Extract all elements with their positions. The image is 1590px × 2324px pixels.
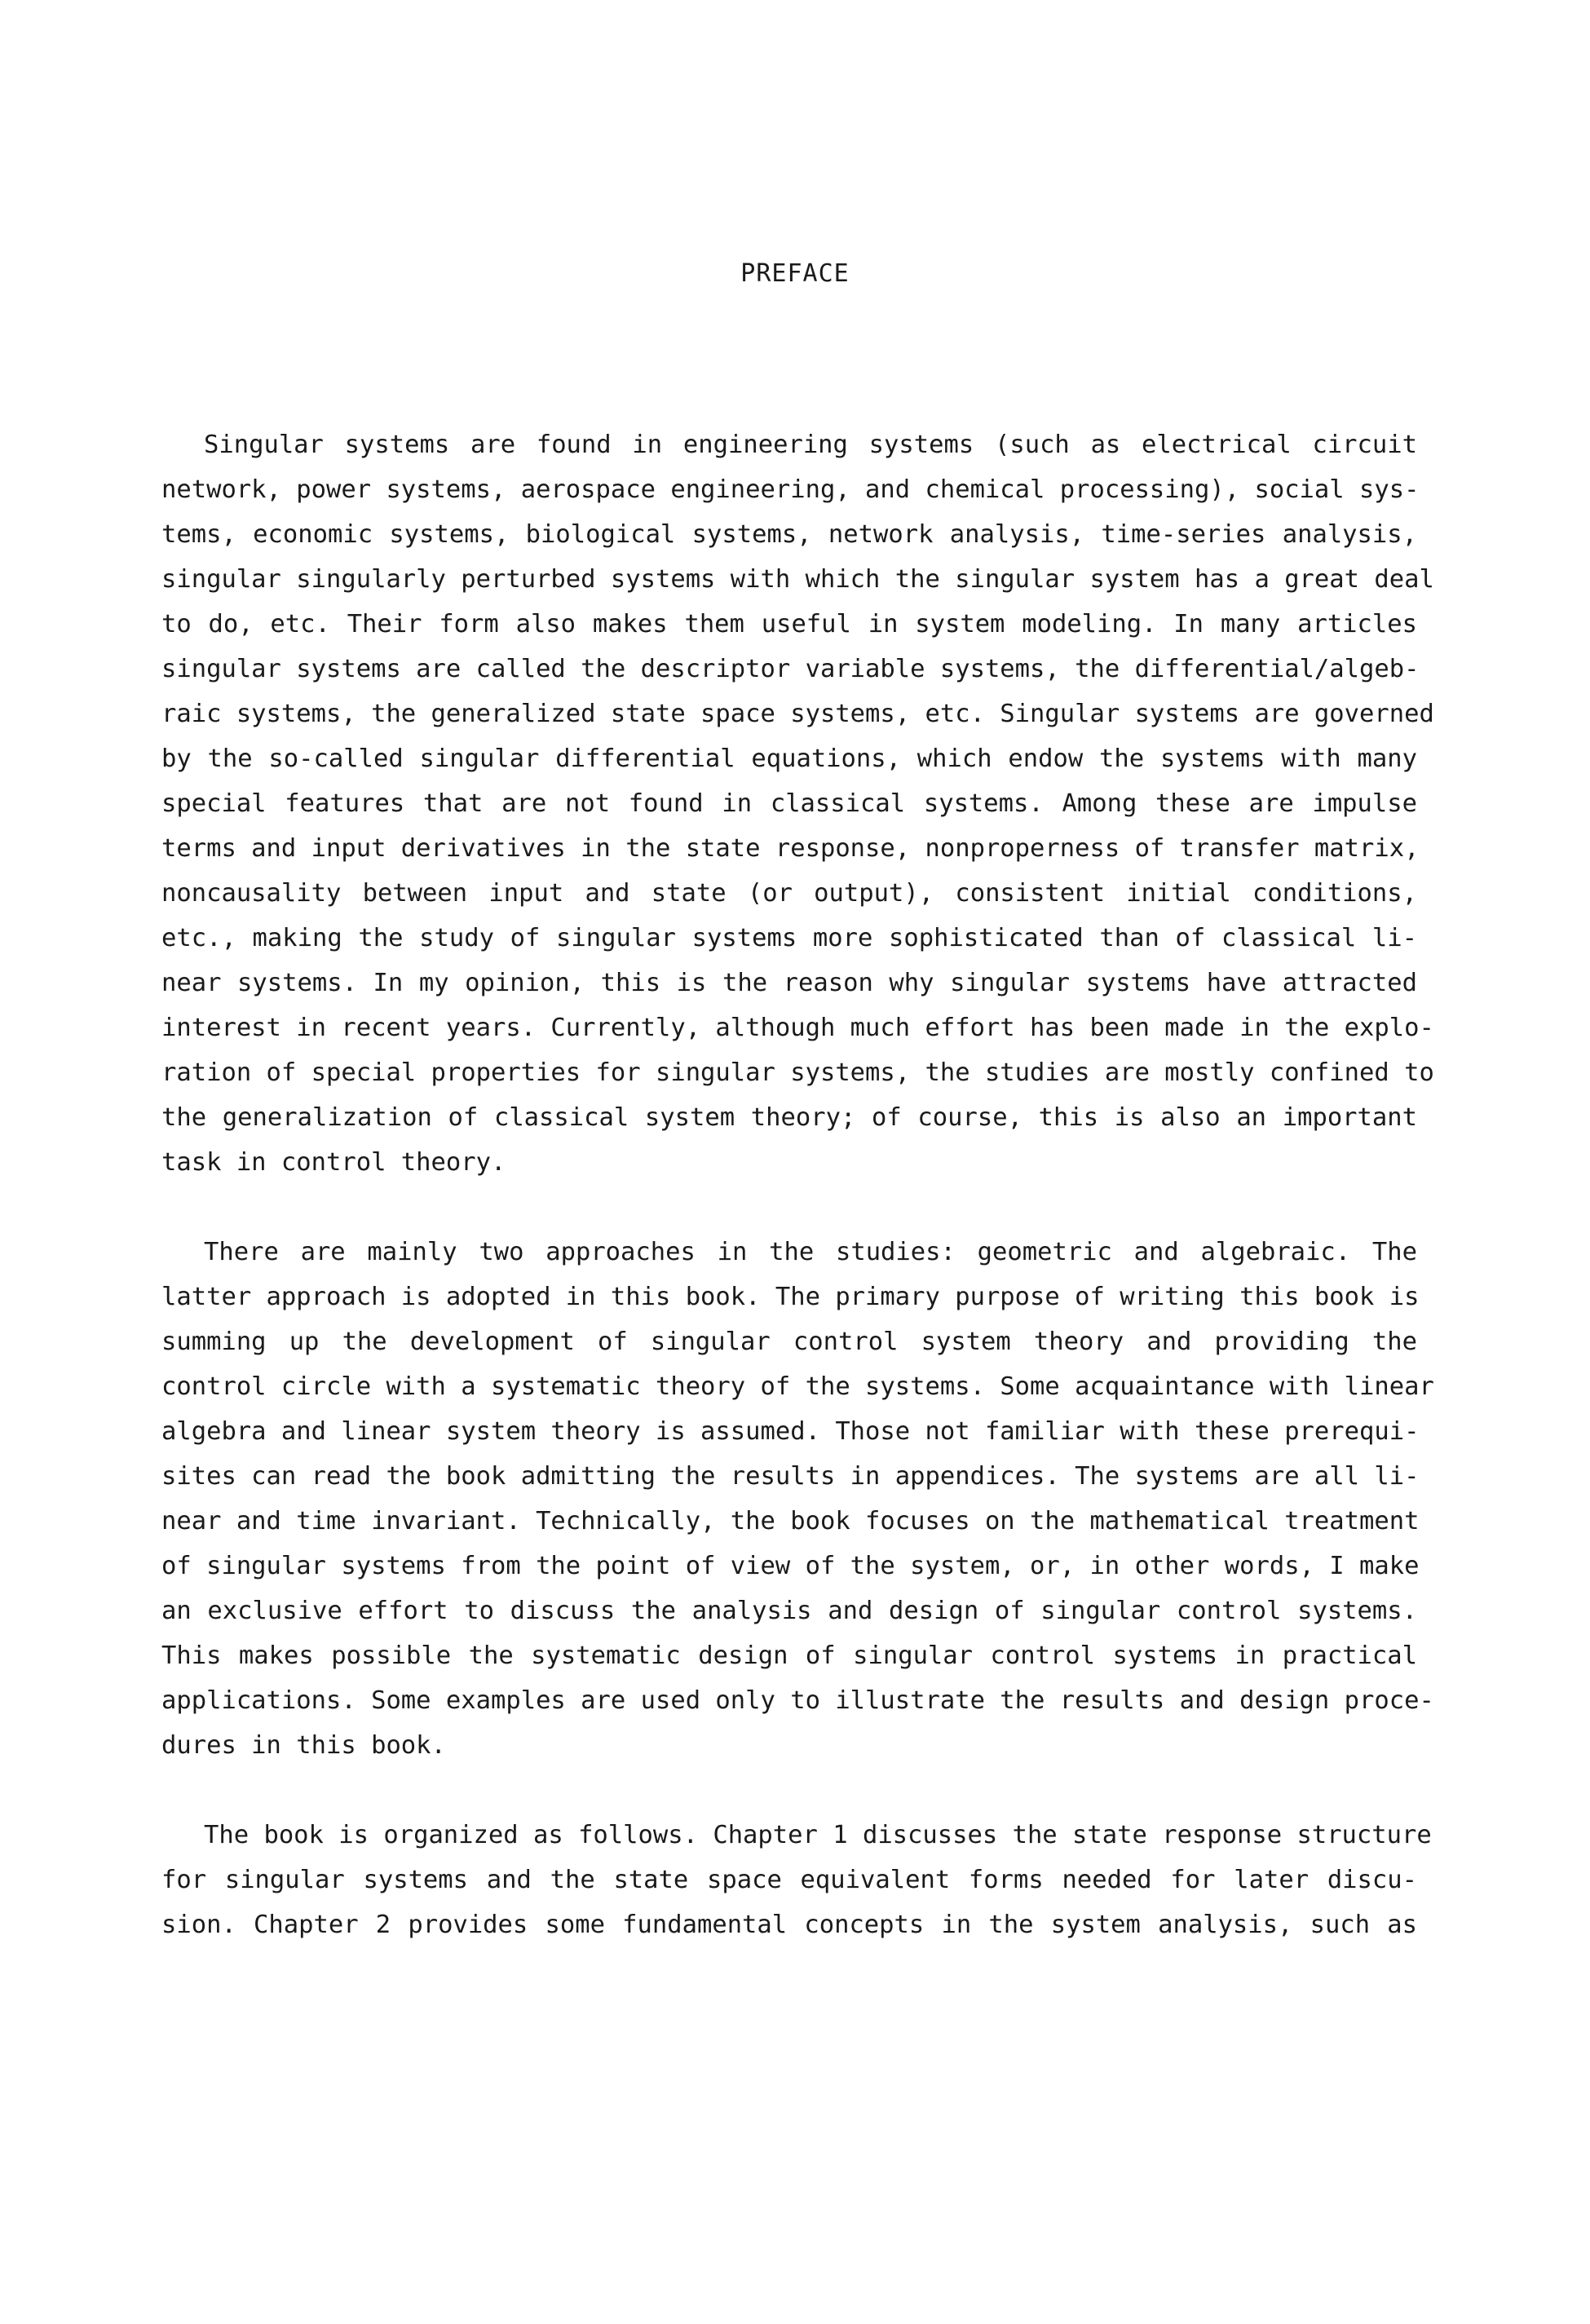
text-line: the generalization of classical system theory; of course, this is also an important <box>161 1103 1417 1132</box>
text-line: raic systems, the generalized state space systems, etc. Singular systems are governed <box>161 700 1434 728</box>
text-line: Singular systems are found in engineering systems (such as electrical circuit <box>204 431 1417 459</box>
text-line: algebra and linear system theory is assumed. Those not familiar with these prerequi- <box>161 1417 1420 1446</box>
text-line: summing up the development of singular control system theory and providing the <box>161 1328 1417 1356</box>
text-line: network, power systems, aerospace engineering, and chemical processing), social sys- <box>161 475 1420 504</box>
text-line: tems, economic systems, biological systems, network analysis, time-series analysis, <box>161 520 1417 549</box>
text-line: special features that are not found in classical systems. Among these are impulse <box>161 789 1417 818</box>
page-title: PREFACE <box>740 259 850 288</box>
paragraph-3 <box>161 1813 1432 1947</box>
text-line: latter approach is adopted in this book. The primary purpose of writing this book is <box>161 1283 1420 1311</box>
text-line: terms and input derivatives in the state response, nonproperness of transfer matrix, <box>161 834 1420 863</box>
text-line: singular singularly perturbed systems with which the singular system has a great deal <box>161 565 1434 594</box>
text-line: an exclusive effort to discuss the analysis and design of singular control systems. <box>161 1597 1417 1625</box>
text-line: near and time invariant. Technically, the book focuses on the mathematical treatment <box>161 1507 1420 1535</box>
preface-body <box>161 422 1434 1992</box>
text-line: dures in this book. <box>161 1731 446 1760</box>
text-line: sites can read the book admitting the results in appendices. The systems are all li- <box>161 1462 1420 1491</box>
text-line: This makes possible the systematic design of singular control systems in practical <box>161 1641 1417 1670</box>
text-line: for singular systems and the state space equivalent forms needed for later discu- <box>161 1866 1417 1894</box>
text-line: control circle with a systematic theory of the systems. Some acquaintance with linear <box>161 1372 1434 1401</box>
text-line: There are mainly two approaches in the studies: geometric and algebraic. The <box>204 1238 1417 1266</box>
text-line: sion. Chapter 2 provides some fundamental concepts in the system analysis, such as <box>161 1911 1417 1939</box>
text-line: to do, etc. Their form also makes them useful in system modeling. In many articles <box>161 610 1417 638</box>
text-line: task in control theory. <box>161 1148 506 1177</box>
text-line: singular systems are called the descriptor variable systems, the differential/algeb- <box>161 655 1420 683</box>
paragraph-2 <box>161 1230 1434 1768</box>
text-line: near systems. In my opinion, this is the reason why singular systems have attracted <box>161 969 1417 997</box>
text-line: ration of special properties for singular systems, the studies are mostly confined to <box>161 1058 1434 1087</box>
text-line: etc., making the study of singular systems more sophisticated than of classical li- <box>161 924 1417 952</box>
text-line: applications. Some examples are used only to illustrate the results and design proce- <box>161 1686 1434 1715</box>
text-line: The book is organized as follows. Chapter 1 discusses the state response structure <box>204 1821 1432 1849</box>
text-line: noncausality between input and state (or output), consistent initial conditions, <box>161 879 1417 908</box>
text-line: by the so-called singular differential equations, which endow the systems with many <box>161 744 1417 773</box>
text-line: of singular systems from the point of view of the system, or, in other words, I make <box>161 1552 1420 1580</box>
text-line: interest in recent years. Currently, although much effort has been made in the explo- <box>161 1014 1434 1042</box>
paragraph-1 <box>161 422 1434 1185</box>
